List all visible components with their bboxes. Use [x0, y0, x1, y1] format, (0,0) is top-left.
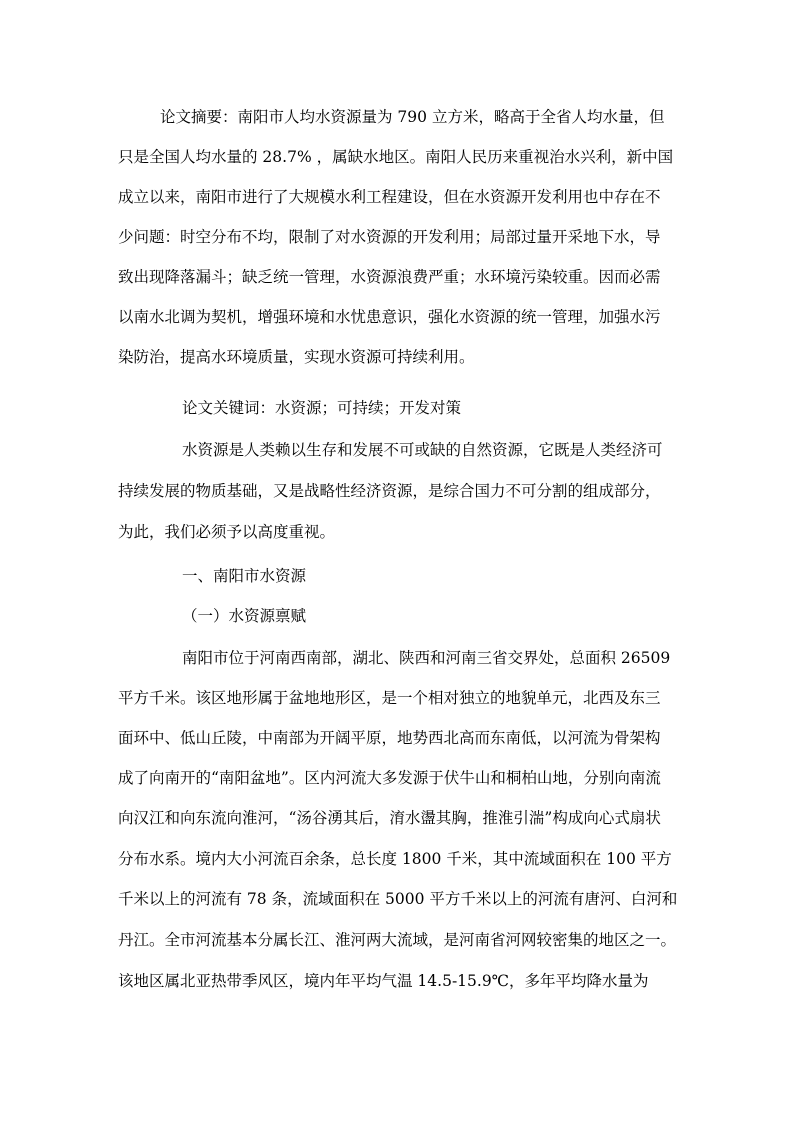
body-line-6: 分布水系。境内大小河流百余条，总长度 1800 千米，其中流域面积在 100 平方 — [118, 850, 672, 868]
body-line-5: 向汉江和向东流向淮河，“汤谷湧其后，淯水盪其胸，推淮引湍”构成向心式扇状 — [118, 809, 661, 827]
body-line-7: 千米以上的河流有 78 条，流域面积在 5000 平方千米以上的河流有唐河、白河和 — [118, 890, 678, 908]
keywords-line: 论文关键词：水资源；可持续；开发对策 — [182, 399, 462, 417]
abstract-line-7: 染防治，提高水环境质量，实现水资源可持续利用。 — [118, 348, 475, 366]
intro-line-2: 持续发展的物质基础，又是战略性经济资源，是综合国力不可分割的组成部分， — [118, 482, 661, 500]
abstract-line-6: 以南水北调为契机，增强环境和水忧患意识，强化水资源的统一管理，加强水污 — [118, 308, 661, 326]
section-heading: 一、南阳市水资源 — [182, 567, 307, 585]
abstract-line-1: 论文摘要：南阳市人均水资源量为 790 立方米，略高于全省人均水量，但 — [160, 108, 665, 126]
body-line-9: 该地区属北亚热带季风区，境内年平均气温 14.5-15.9℃，多年平均降水量为 — [118, 972, 649, 990]
abstract-line-4: 少问题：时空分布不均，限制了对水资源的开发利用；局部过量开采地下水，导 — [118, 228, 661, 246]
body-line-4: 成了向南开的“南阳盆地”。区内河流大多发源于伏牛山和桐柏山地，分别向南流 — [118, 769, 661, 787]
body-line-3: 面环中、低山丘陵，中南部为开阔平原，地势西北高而东南低，以河流为骨架构 — [118, 729, 661, 747]
abstract-line-3: 成立以来，南阳市进行了大规模水利工程建设，但在水资源开发利用也中存在不 — [118, 188, 661, 206]
body-line-1: 南阳市位于河南西南部，湖北、陕西和河南三省交界处，总面积 26509 — [182, 649, 671, 667]
subsection-heading: （一）水资源禀赋 — [182, 607, 307, 625]
abstract-line-5: 致出现降落漏斗；缺乏统一管理，水资源浪费严重；水环境污染较重。因而必需 — [118, 268, 661, 286]
abstract-line-2: 只是全国人均水量的 28.7% ，属缺水地区。南阳人民历来重视治水兴利，新中国 — [118, 148, 674, 166]
body-line-8: 丹江。全市河流基本分属长江、淮河两大流域，是河南省河网较密集的地区之一。 — [118, 931, 677, 949]
body-line-2: 平方千米。该区地形属于盆地地形区，是一个相对独立的地貌单元，北西及东三 — [118, 689, 661, 707]
intro-line-3: 为此，我们必须予以高度重视。 — [118, 523, 336, 541]
intro-line-1: 水资源是人类赖以生存和发展不可或缺的自然资源，它既是人类经济可 — [182, 441, 663, 459]
